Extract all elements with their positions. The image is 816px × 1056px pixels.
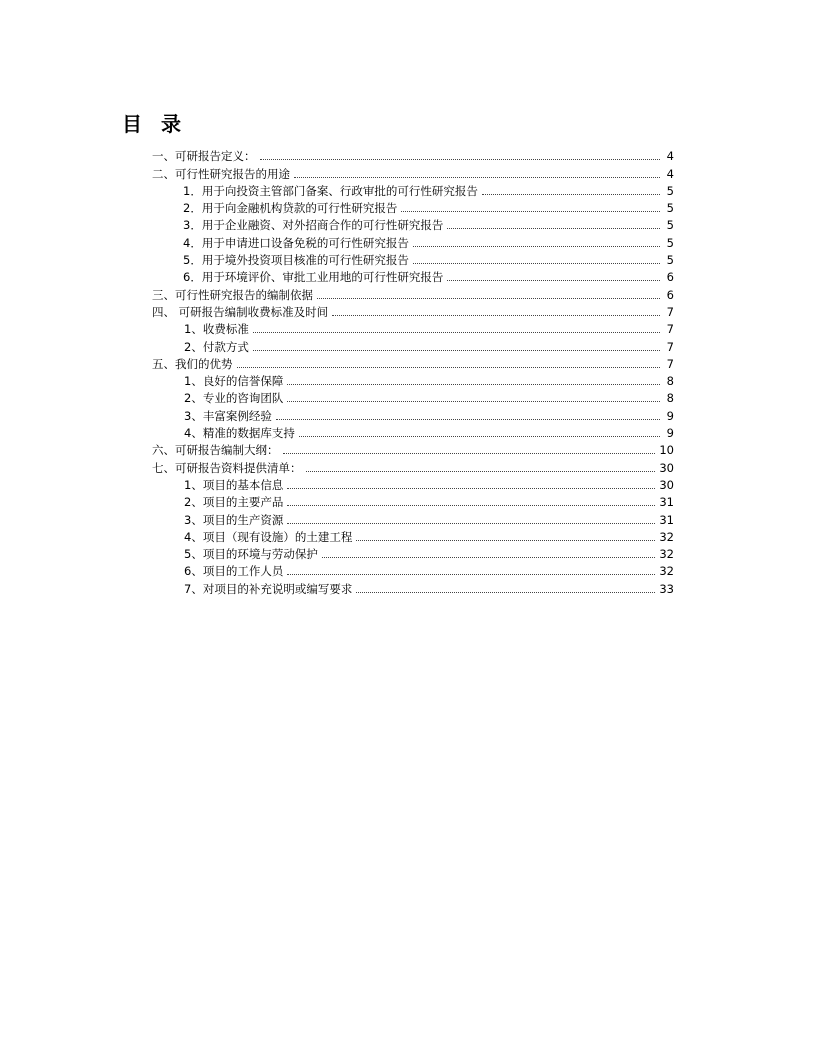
toc-entry-label: 3．用于企业融资、对外招商合作的可行性研究报告 [183, 218, 444, 233]
toc-dot-leader [447, 228, 660, 229]
toc-dot-leader [482, 194, 660, 195]
toc-entry-label: 2、付款方式 [184, 339, 249, 354]
toc-dot-leader [306, 471, 656, 472]
toc-heading: 目 录 [122, 112, 187, 136]
toc-entry[interactable] [152, 578, 674, 595]
toc-entry-page-number: 33 [659, 581, 674, 596]
toc-entry-label: 3、丰富案例经验 [184, 408, 272, 423]
toc-entry[interactable] [152, 302, 674, 319]
toc-entry[interactable] [152, 388, 674, 405]
toc-dot-leader [332, 315, 660, 316]
toc-entry-label: 1、项目的基本信息 [184, 477, 284, 492]
toc-entry-page-number: 31 [659, 512, 674, 527]
toc-entry-page-number: 30 [659, 460, 674, 475]
toc-entry-page-number: 7 [666, 322, 674, 337]
toc-dot-leader [299, 436, 660, 437]
toc-entry-page-number: 6 [666, 270, 674, 285]
toc-dot-leader [294, 177, 660, 178]
toc-entry-label: 5、项目的环境与劳动保护 [184, 547, 318, 562]
toc-entry[interactable] [152, 232, 674, 249]
toc-entry[interactable] [152, 146, 674, 163]
toc-dot-leader [447, 280, 660, 281]
toc-entry-label: 2、专业的咨询团队 [184, 391, 284, 406]
toc-dot-leader [356, 592, 655, 593]
toc-entry-page-number: 5 [666, 235, 674, 250]
toc-entry[interactable] [152, 215, 674, 232]
toc-entry-page-number: 31 [659, 495, 674, 510]
toc-dot-leader [287, 523, 655, 524]
toc-entry[interactable] [152, 284, 674, 301]
toc-entry-label: 6．用于环境评价、审批工业用地的可行性研究报告 [183, 270, 444, 285]
toc-dot-leader [260, 159, 661, 160]
toc-entry-page-number: 5 [666, 183, 674, 198]
toc-entry-label: 6、项目的工作人员 [184, 564, 284, 579]
toc-entry[interactable] [152, 198, 674, 215]
toc-entry-page-number: 8 [666, 391, 674, 406]
toc-dot-leader [253, 350, 660, 351]
toc-entry-page-number: 32 [659, 547, 674, 562]
toc-entry-label: 五、我们的优势 [152, 356, 233, 371]
toc-dot-leader [283, 453, 656, 454]
toc-entry-page-number: 4 [666, 166, 674, 181]
toc-dot-leader [287, 505, 655, 506]
toc-entry[interactable] [152, 475, 674, 492]
toc-entry-label: 七、可研报告资料提供清单： [152, 460, 302, 475]
toc-entry-page-number: 9 [666, 408, 674, 423]
toc-entry-page-number: 7 [666, 339, 674, 354]
toc-dot-leader [276, 419, 660, 420]
toc-entry-label: 7、对项目的补充说明或编写要求 [184, 581, 353, 596]
toc-entry-label: 4、项目（现有设施）的土建工程 [184, 529, 353, 544]
toc-entry-page-number: 32 [659, 529, 674, 544]
toc-entry[interactable] [152, 319, 674, 336]
toc-entry-page-number: 9 [666, 426, 674, 441]
toc-entry-label: 2、项目的主要产品 [184, 495, 284, 510]
toc-entry[interactable] [152, 163, 674, 180]
toc-entry-label: 三、可行性研究报告的编制依据 [152, 287, 313, 302]
toc-dot-leader [287, 488, 655, 489]
toc-entry-page-number: 6 [666, 287, 674, 302]
toc-dot-leader [413, 246, 660, 247]
toc-dot-leader [237, 367, 661, 368]
toc-entry-page-number: 5 [666, 253, 674, 268]
toc-entry-page-number: 7 [666, 304, 674, 319]
toc-dot-leader [287, 384, 660, 385]
toc-entry-page-number: 30 [659, 477, 674, 492]
toc-entry-page-number: 5 [666, 218, 674, 233]
toc-entry-page-number: 5 [666, 201, 674, 216]
toc-entry[interactable] [152, 336, 674, 353]
toc-entry-label: 一、可研报告定义： [152, 149, 256, 164]
table-of-contents [152, 146, 674, 596]
toc-entry-label: 4．用于申请进口设备免税的可行性研究报告 [183, 235, 409, 250]
toc-entry[interactable] [152, 181, 674, 198]
toc-dot-leader [356, 540, 655, 541]
toc-dot-leader [287, 574, 655, 575]
toc-entry[interactable] [152, 492, 674, 509]
toc-entry-page-number: 8 [666, 374, 674, 389]
toc-dot-leader [413, 263, 660, 264]
toc-entry[interactable] [152, 371, 674, 388]
toc-entry-label: 二、可行性研究报告的用途 [152, 166, 290, 181]
toc-entry-page-number: 4 [666, 149, 674, 164]
toc-entry[interactable] [152, 267, 674, 284]
toc-entry[interactable] [152, 423, 674, 440]
toc-entry-label: 2．用于向金融机构贷款的可行性研究报告 [183, 201, 398, 216]
toc-entry[interactable] [152, 405, 674, 422]
toc-dot-leader [401, 211, 660, 212]
toc-entry[interactable] [152, 250, 674, 267]
toc-dot-leader [253, 332, 660, 333]
toc-entry[interactable] [152, 440, 674, 457]
toc-entry-page-number: 32 [659, 564, 674, 579]
toc-entry-label: 1、收费标准 [184, 322, 249, 337]
toc-entry[interactable] [152, 527, 674, 544]
toc-entry[interactable] [152, 457, 674, 474]
toc-entry-label: 四、 可研报告编制收费标准及时间 [152, 304, 329, 319]
toc-entry-page-number: 10 [659, 443, 674, 458]
toc-entry-label: 1、良好的信誉保障 [184, 374, 284, 389]
toc-entry-page-number: 7 [666, 356, 674, 371]
toc-dot-leader [287, 401, 660, 402]
toc-entry-label: 5．用于境外投资项目核准的可行性研究报告 [183, 253, 409, 268]
toc-entry-label: 六、可研报告编制大纲： [152, 443, 279, 458]
toc-entry[interactable] [152, 561, 674, 578]
toc-entry-label: 4、精准的数据库支持 [184, 426, 295, 441]
toc-entry[interactable] [152, 544, 674, 561]
toc-entry-label: 1．用于向投资主管部门备案、行政审批的可行性研究报告 [183, 183, 478, 198]
toc-entry-label: 3、项目的生产资源 [184, 512, 284, 527]
toc-dot-leader [317, 298, 660, 299]
toc-entry[interactable] [152, 509, 674, 526]
toc-dot-leader [322, 557, 656, 558]
toc-entry[interactable] [152, 354, 674, 371]
